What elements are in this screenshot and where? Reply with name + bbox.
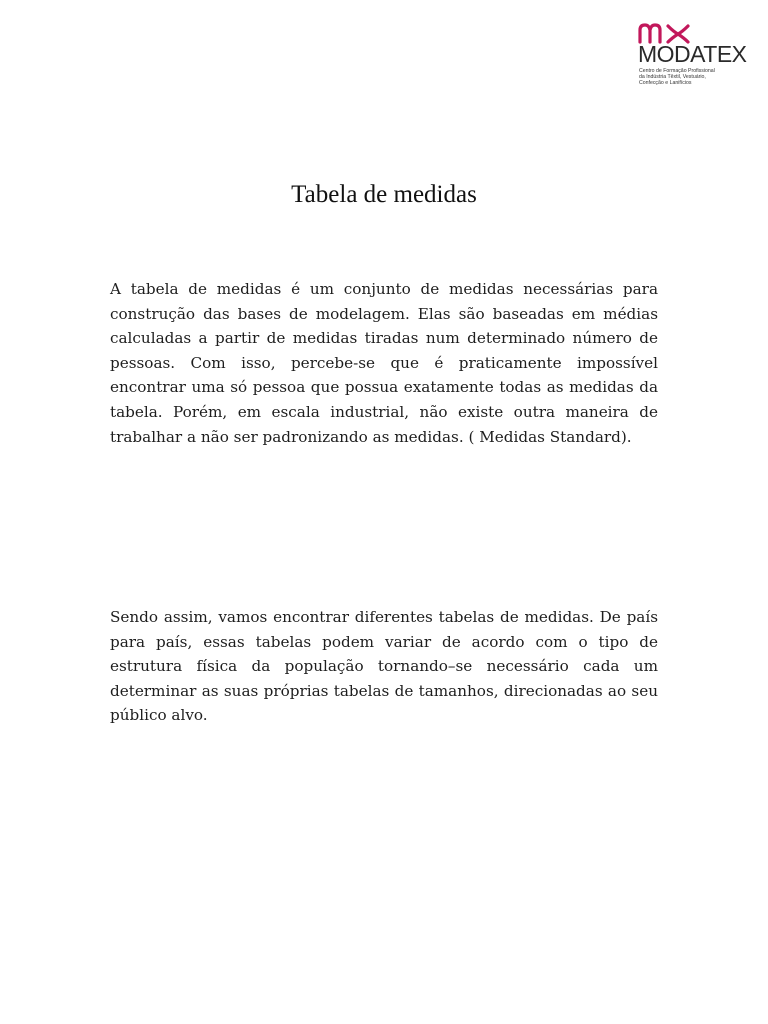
logo-subtitle-line: Confecção e Lanifícios [639, 80, 692, 86]
logo-subtitle [639, 68, 759, 86]
paragraph: Sendo assim, vamos encontrar diferentes tabelas de medidas. De país para país, essas tabelas podem variar de acordo com o tipo de estrutura física da população tornando–se necessário cada um determinar as suas próprias tabelas de tamanhos, direcionadas ao seu público alvo. [110, 608, 658, 725]
logo-name: MODATEX [638, 41, 747, 67]
logo-subtitle-line: Centro de Formação Profissional [639, 68, 715, 74]
logo-subtitle-line: da Indústria Têxtil, Vestuário, [639, 74, 706, 80]
paragraph: A tabela de medidas é um conjunto de medidas necessárias para construção das bases de modelagem. Elas são baseadas em médias calculadas a partir de medidas tiradas num determinado número de pessoas. Com isso, percebe-se que é praticamente impossível encontrar uma só pessoa que possua exatamente todas as medidas da tabela. Porém, em escala industrial, não existe outra maneira de trabalhar a não ser padronizando as medidas. ( Medidas Standard). [110, 280, 658, 446]
page-title: Tabela de medidas [291, 181, 477, 208]
